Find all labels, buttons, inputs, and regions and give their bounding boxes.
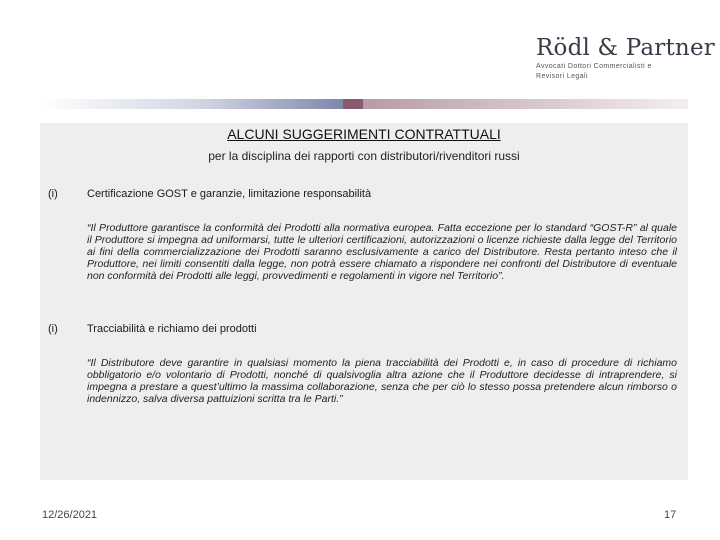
brand-subtitle-line2: Revisori Legali [536, 73, 588, 80]
content-panel [40, 123, 688, 480]
slide-subtitle: per la disciplina dei rapporti con distributori/rivenditori russi [208, 149, 520, 163]
section-heading: Tracciabilità e richiamo dei prodotti [87, 323, 257, 335]
band-segment [343, 99, 363, 109]
band-segment [40, 99, 205, 109]
slide-title: ALCUNI SUGGERIMENTI CONTRATTUALI [227, 126, 501, 142]
brand-name: Rödl & Partner [536, 35, 715, 61]
brand-subtitle-line1: Avvocati Dottori Commercialisti e [536, 63, 652, 70]
footer-date: 12/26/2021 [42, 509, 98, 521]
decorative-color-band [40, 99, 688, 109]
rodl-partner-logo [536, 34, 715, 82]
section-marker: (i) [48, 323, 58, 335]
band-segment [363, 99, 688, 109]
section-quote: “Il Distributore deve garantire in qualsiasi momento la piena tracciabilità dei Prodotti e, in caso di procedure di richiamo obbligatorio e/o volontario di Prodotti, nonché di qualsivoglia altra azione che il Produttore decidesse di intraprendere, si impegna a prestare a quest’ultimo la massima collaborazione, senza che per ciò lo stesso possa pretendere alcun rimborso o indennizzo, salva diversa pattuizioni scritta tra le Parti.” [87, 357, 677, 405]
band-segment [205, 99, 343, 109]
section-marker: (i) [48, 188, 58, 200]
page-number: 17 [664, 509, 677, 521]
section-quote: “Il Produttore garantisce la conformità dei Prodotti alla normativa europea. Fatta eccezione per lo standard “GOST-R” al quale il Produttore si impegna ad uniformarsi, tutte le ulteriori certificazioni, autorizzazioni o licenze richieste dalla legge del Territorio ai fini della commercializzazione dei Prodotti saranno esclusivamente a carico del Distributore. Resta pertanto inteso che il Produttore, nei limiti consentiti dalla legge, non potrà essere chiamato a rispondere nei confronti del Distributore di eventuale non conformità dei Prodotti alle leggi, provvedimenti e regolamenti in vigore nel Territorio”. [87, 222, 677, 282]
section-heading: Certificazione GOST e garanzie, limitazione responsabilità [87, 188, 372, 200]
